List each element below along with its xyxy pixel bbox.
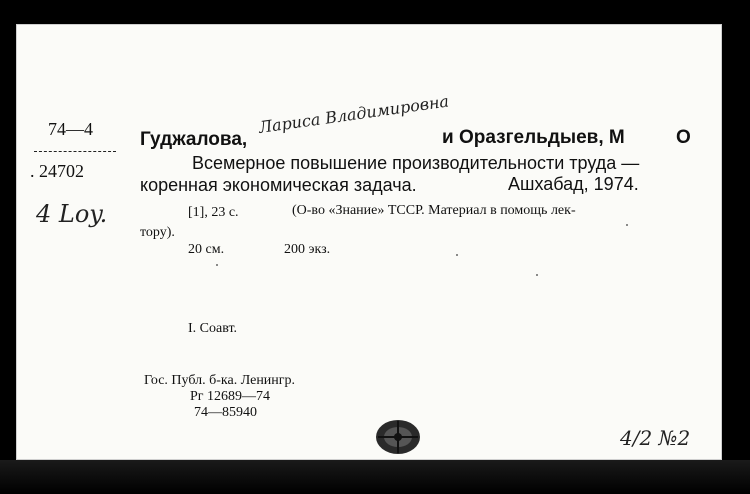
handwritten-corner-note: 4/2 №2 [620,426,691,450]
title-line-2: коренная экономическая задача. [140,175,417,195]
title-line-1: Всемерное повышение производительности труда — [192,153,640,173]
corner-letter: О [676,127,691,148]
author-surname: Гуджалова, [140,129,248,150]
card-number: 74—85940 [194,405,257,420]
print-run: 200 экз. [284,242,331,257]
place-year: Ашхабад, 1974. [508,174,639,194]
author-handwritten-name: Лариса Владимировна [257,91,451,137]
catalog-card [16,24,722,460]
shelf-divider [34,151,116,152]
scan-bottom-edge [0,460,750,494]
series-note-line-1: (О-во «Знание» ТССР. Материал в помощь лек- [292,203,576,218]
registry-number: Рг 12689—74 [190,389,271,404]
added-entry: I. Соавт. [188,321,238,336]
library-line: Гос. Публ. б-ка. Ленингр. [144,373,296,388]
series-note-line-2: тору). [140,225,175,240]
size: 20 см. [188,242,225,257]
collation: [1], 23 с. [188,205,239,220]
handwritten-margin-note: 4 Loy. [36,200,108,228]
shelf-mark: 74—4 [48,119,93,139]
inventory-number: . 24702 [30,161,84,181]
library-stamp-icon [372,416,424,458]
author-rest: и Оразгельдыев, М [442,127,625,148]
